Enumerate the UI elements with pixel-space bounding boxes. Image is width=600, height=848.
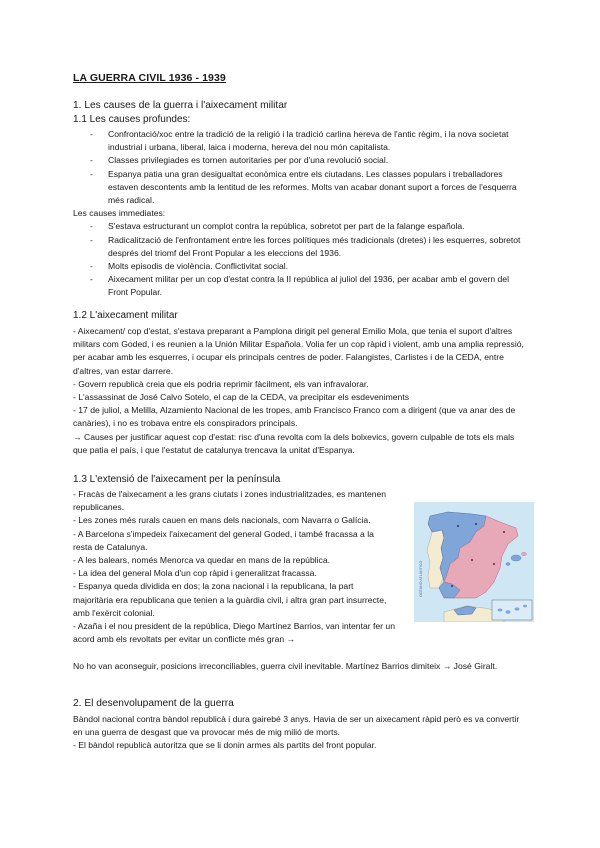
map-mallorca [511, 555, 521, 561]
section-2-heading: 2. El desenvolupament de la guerra [73, 698, 234, 709]
paragraph: - Azaña i el nou president de la república, Diego Martínez Barrios, van intentar fer un acord amb els revoltats per evitar un conflicte més gran → [73, 621, 395, 645]
map-ibiza [506, 563, 510, 566]
map-canary-island [523, 605, 527, 608]
section-1-3-heading: 1.3 L'extensió de l'aixecament per la península [73, 474, 281, 485]
paragraph: - A les balears, només Menorca va quedar en mans de la república. [73, 555, 331, 566]
map-city-marker [471, 559, 473, 561]
paragraph: - Les zones més rurals cauen en mans dels nacionals, com Navarra o Galícia. [73, 515, 371, 526]
uprising-block [73, 325, 531, 457]
spain-map-image [414, 502, 534, 622]
paragraph: - L'assassinat de José Calvo Sotelo, el cap de la CEDA, va precipitar els esdeveniments [73, 392, 410, 403]
paragraph: - Aixecament/ cop d'estat, s'estava preparant a Pamplona dirigit pel general Emilio Mola, que tenia el suport d'altres militars com Goded, i es reunien a la Unión Militar Española. Volia fer un cop ràpid i violent, amb una amplia repressió, per acabar amb les esquerres, i ocupar els principals centres de poder. Falangistes, Carlistes i de la CEDA, entre d'altres, van estar darrere. [73, 326, 524, 376]
map-canary-island [506, 610, 511, 614]
section-1-heading: 1. Les causes de la guerra i l'aixecament militar [73, 100, 288, 111]
list-item: - Espanya patia una gran desigualtat econòmica entre els ciutadans. Les classes populars i treballadores estaven descontents amb la lentitud de les reformes. Molts van acabar donant suport a forces de l'esquerra més radical. [73, 168, 531, 208]
paragraph: → Causes per justificar aquest cop d'estat: risc d'una revolta com la dels bolxevics, govern culpable de tots els mals que patia el país, i que l'estatut de catalunya trencava la unitat d'Espanya. [73, 431, 515, 455]
list-item: - S'estava estructurant un complot contra la república, sobretot per part de la falange española. [73, 220, 531, 233]
paragraph: - El bàndol republicà autoritza que se li donin armes als partits del front popular. [73, 740, 377, 751]
map-city-marker [503, 531, 505, 533]
paragraph: - Govern republicà creia que els podria reprimir fàcilment, els van infravalorar. [73, 378, 369, 389]
map-canary-island [515, 607, 520, 610]
map-city-marker [451, 585, 453, 587]
immediate-causes-list [73, 220, 531, 299]
extension-conclusion: No ho van aconseguir, posicions irreconciliables, guerra civil inevitable. Martínez Barrios dimiteix → José Giralt. [73, 661, 498, 671]
paragraph: - Fracàs de l'aixecament a les grans ciutats i zones industrialitzades, es mantenen republicanes. [73, 489, 387, 513]
paragraph: - A Barcelona s'impedeix l'aixecament del general Goded, i també fracassa a la resta de Catalunya. [73, 528, 374, 552]
list-item: - Classes privilegiades es tornen autoritaries per por d'una revolució social. [73, 154, 531, 167]
map-city-marker [493, 563, 495, 565]
paragraph: Bàndol nacional contra bàndol republicà i dura gairebé 3 anys. Havia de ser un aixecament ràpid però es va convertir en una guerra de desgast que va provocar més de mig milió de morts. [73, 714, 520, 738]
paragraph: - 17 de juliol, a Melilla, Alzamiento Nacional de les tropes, amb Francisco Franco com a dirigent (que va anar des de canàries), i no es trobava entre els conspiradors principals. [73, 405, 516, 429]
map-canary-island [498, 609, 503, 612]
list-item: - Molts episodis de violència. Conflictivitat social. [73, 260, 531, 273]
immediate-causes-heading: Les causes immediates: [73, 208, 166, 219]
deep-causes-list [73, 128, 531, 207]
development-block [73, 713, 531, 753]
map-city-marker [457, 525, 459, 527]
section-1-1-heading: 1.1 Les causes profundes: [73, 114, 191, 125]
list-item: - Aixecament militar per un cop d'estat contra la II república al juliol del 1936, per acabar amb el govern del Front Popular. [73, 273, 531, 299]
list-item: - Radicalització de l'enfrontament entre les forces polítiques més tradicionals (dretes) i les esquerres, sobretot després del triomf del Front Popular a les eleccions del 1936. [73, 234, 531, 260]
document-title: LA GUERRA CIVIL 1936 - 1939 [73, 72, 226, 84]
paragraph: - Espanya queda dividida en dos; la zona nacional i la republicana, la part majoritària era republicana que tenien a la guàrdia civil, i altra gran part insurrecte, amb l'exèrcit colonial. [73, 581, 387, 618]
list-item: - Confrontació/xoc entre la tradició de la religió i la tradició carlina hereva de l'antic règim, i la nova societat industrial i urbana, liberal, laica i moderna, hereva del nou món capitalista. [73, 128, 531, 154]
map-menorca [522, 552, 527, 555]
section-1-2-heading: 1.2 L'aixecament militar [73, 310, 178, 321]
map-city-marker [475, 523, 477, 525]
extension-block [73, 488, 395, 646]
deep-causes-block [73, 128, 531, 300]
map-sea-label: OCÉANO ATLÁNTICO [419, 560, 423, 597]
paragraph: - La idea del general Mola d'un cop ràpid i generalitzat fracassa. [73, 568, 317, 579]
